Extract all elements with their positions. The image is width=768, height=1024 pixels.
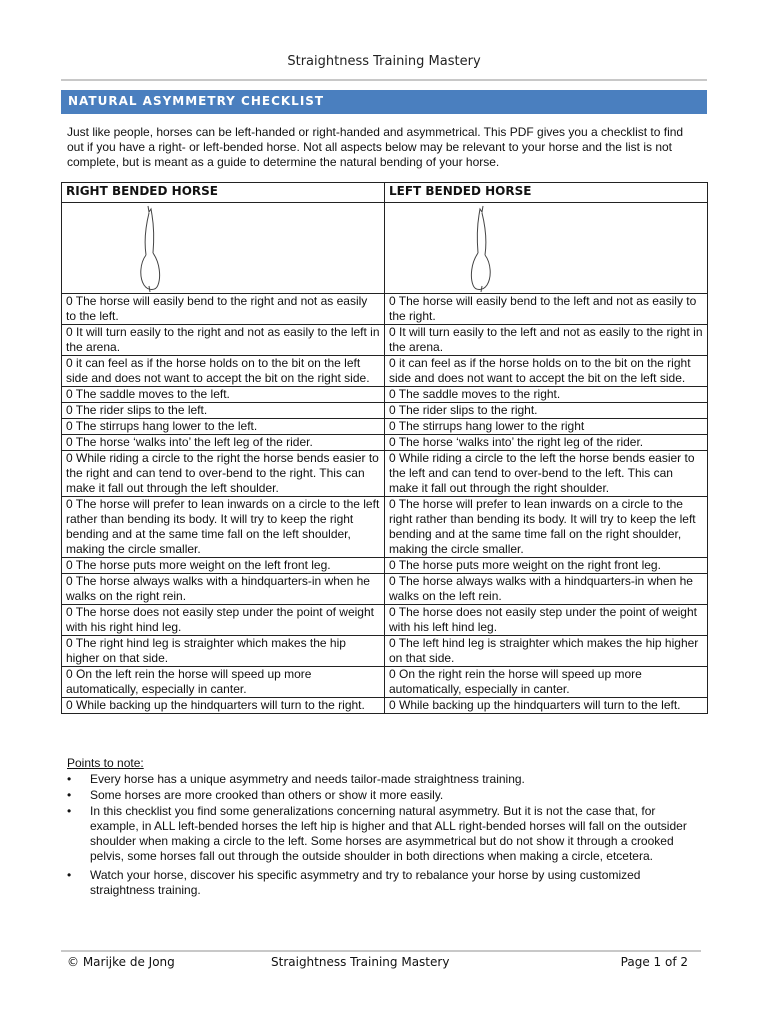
- footer-author: © Marijke de Jong: [67, 955, 175, 969]
- right-bended-item: 0 The horse will prefer to lean inwards on a circle to the left rather than bending its body. It will try to keep the right bending and at the same time fall on the left shoulder, making the circle smaller.: [62, 497, 385, 558]
- right-bended-item: 0 The horse puts more weight on the left front leg.: [62, 558, 385, 574]
- header-divider: [61, 79, 707, 81]
- notes-heading: Points to note:: [67, 756, 144, 770]
- right-bended-illustration-cell: [62, 203, 385, 294]
- note-item: • In this checklist you find some generalizations concerning natural asymmetry. But it is not the case that, for example, in ALL left-bended horses the left hip is higher and that ALL right-bended horses will fall on the outsider shoulder when making a circle to the left. Some horses are asymmetrical but do not show it through a crooked pelvis, some horses fall out through the outside shoulder in both directions when making a circle, etcetera.: [67, 804, 707, 864]
- table-row: [62, 558, 708, 574]
- right-bended-item: 0 It will turn easily to the right and not as easily to the left in the arena.: [62, 325, 385, 356]
- column-header-right-bended: RIGHT BENDED HORSE: [62, 183, 385, 203]
- table-row: [62, 451, 708, 497]
- note-item: • Every horse has a unique asymmetry and needs tailor-made straightness training.: [67, 772, 707, 787]
- right-bended-item: 0 While backing up the hindquarters will turn to the right.: [62, 698, 385, 714]
- table-row: [62, 435, 708, 451]
- table-row: [62, 698, 708, 714]
- column-header-left-bended: LEFT BENDED HORSE: [385, 183, 708, 203]
- right-bended-item: 0 On the left rein the horse will speed up more automatically, especially in canter.: [62, 667, 385, 698]
- left-bended-item: 0 The left hind leg is straighter which makes the hip higher on that side.: [385, 636, 708, 667]
- left-bended-item: 0 The horse will easily bend to the left and not as easily to the right.: [385, 294, 708, 325]
- table-row: [62, 605, 708, 636]
- left-bended-item: 0 it can feel as if the horse holds on to the bit on the right side and does not want to accept the bit on the left side.: [385, 356, 708, 387]
- footer-title: Straightness Training Mastery: [271, 955, 450, 969]
- table-row: [62, 667, 708, 698]
- footer-divider: [61, 950, 701, 952]
- left-bended-item: 0 The saddle moves to the right.: [385, 387, 708, 403]
- right-bended-item: 0 The horse will easily bend to the right and not as easily to the left.: [62, 294, 385, 325]
- points-to-note: [67, 756, 707, 899]
- table-header-row: [62, 183, 708, 203]
- table-row: [62, 387, 708, 403]
- right-bended-horse-image: [134, 203, 174, 293]
- table-row: [62, 356, 708, 387]
- left-bended-item: 0 The horse always walks with a hindquarters-in when he walks on the left rein.: [385, 574, 708, 605]
- right-bended-item: 0 While riding a circle to the right the horse bends easier to the right and can tend to over-bend to the right. This can make it fall out through the left shoulder.: [62, 451, 385, 497]
- right-bended-item: 0 The saddle moves to the left.: [62, 387, 385, 403]
- left-bended-item: 0 On the right rein the horse will speed up more automatically, especially in canter.: [385, 667, 708, 698]
- section-title-bar: [61, 90, 707, 114]
- left-bended-item: 0 The horse will prefer to lean inwards on a circle to the right rather than bending its body. It will try to keep the left bending and at the same time fall on the right shoulder, making the circle smaller.: [385, 497, 708, 558]
- left-bended-item: 0 While riding a circle to the left the horse bends easier to the left and can tend to over-bend to the left. This can make it fall out through the right shoulder.: [385, 451, 708, 497]
- footer-page-number: Page 1 of 2: [620, 955, 688, 969]
- note-item: • Watch your horse, discover his specific asymmetry and try to rebalance your horse by using customized straightness training.: [67, 868, 707, 898]
- note-item: • Some horses are more crooked than others or show it more easily.: [67, 788, 707, 803]
- left-bended-item: 0 While backing up the hindquarters will turn to the left.: [385, 698, 708, 714]
- notes-list: [67, 772, 707, 898]
- table-row: [62, 294, 708, 325]
- page-header-title: Straightness Training Mastery: [287, 54, 481, 69]
- table-row: [62, 636, 708, 667]
- left-bended-item: 0 The horse does not easily step under the point of weight with his left hind leg.: [385, 605, 708, 636]
- table-row: [62, 325, 708, 356]
- left-bended-item: 0 The rider slips to the right.: [385, 403, 708, 419]
- horse-illustration-row: [62, 203, 708, 294]
- right-bended-item: 0 The right hind leg is straighter which makes the hip higher on that side.: [62, 636, 385, 667]
- intro-paragraph: Just like people, horses can be left-handed or right-handed and asymmetrical. This PDF gives you a checklist to find out if you have a right- or left-bended horse. Not all aspects below may be relevant to your horse and the list is not complete, but is meant as a guide to determine the natural bending of your horse.: [67, 125, 684, 169]
- section-title: NATURAL ASYMMETRY CHECKLIST: [68, 94, 325, 108]
- table-row: [62, 574, 708, 605]
- table-row: [62, 419, 708, 435]
- left-bended-illustration-cell: [385, 203, 708, 294]
- right-bended-item: 0 The horse does not easily step under the point of weight with his right hind leg.: [62, 605, 385, 636]
- checklist-table: [61, 182, 708, 714]
- table-row: [62, 403, 708, 419]
- table-row: [62, 497, 708, 558]
- right-bended-item: 0 The rider slips to the left.: [62, 403, 385, 419]
- left-bended-item: 0 The stirrups hang lower to the right: [385, 419, 708, 435]
- left-bended-item: 0 The horse ‘walks into’ the right leg of the rider.: [385, 435, 708, 451]
- right-bended-item: 0 it can feel as if the horse holds on to the bit on the left side and does not want to accept the bit on the right side.: [62, 356, 385, 387]
- right-bended-item: 0 The horse ‘walks into’ the left leg of the rider.: [62, 435, 385, 451]
- right-bended-item: 0 The stirrups hang lower to the left.: [62, 419, 385, 435]
- left-bended-item: 0 It will turn easily to the left and not as easily to the right in the arena.: [385, 325, 708, 356]
- left-bended-item: 0 The horse puts more weight on the right front leg.: [385, 558, 708, 574]
- left-bended-horse-image: [457, 203, 497, 293]
- right-bended-item: 0 The horse always walks with a hindquarters-in when he walks on the right rein.: [62, 574, 385, 605]
